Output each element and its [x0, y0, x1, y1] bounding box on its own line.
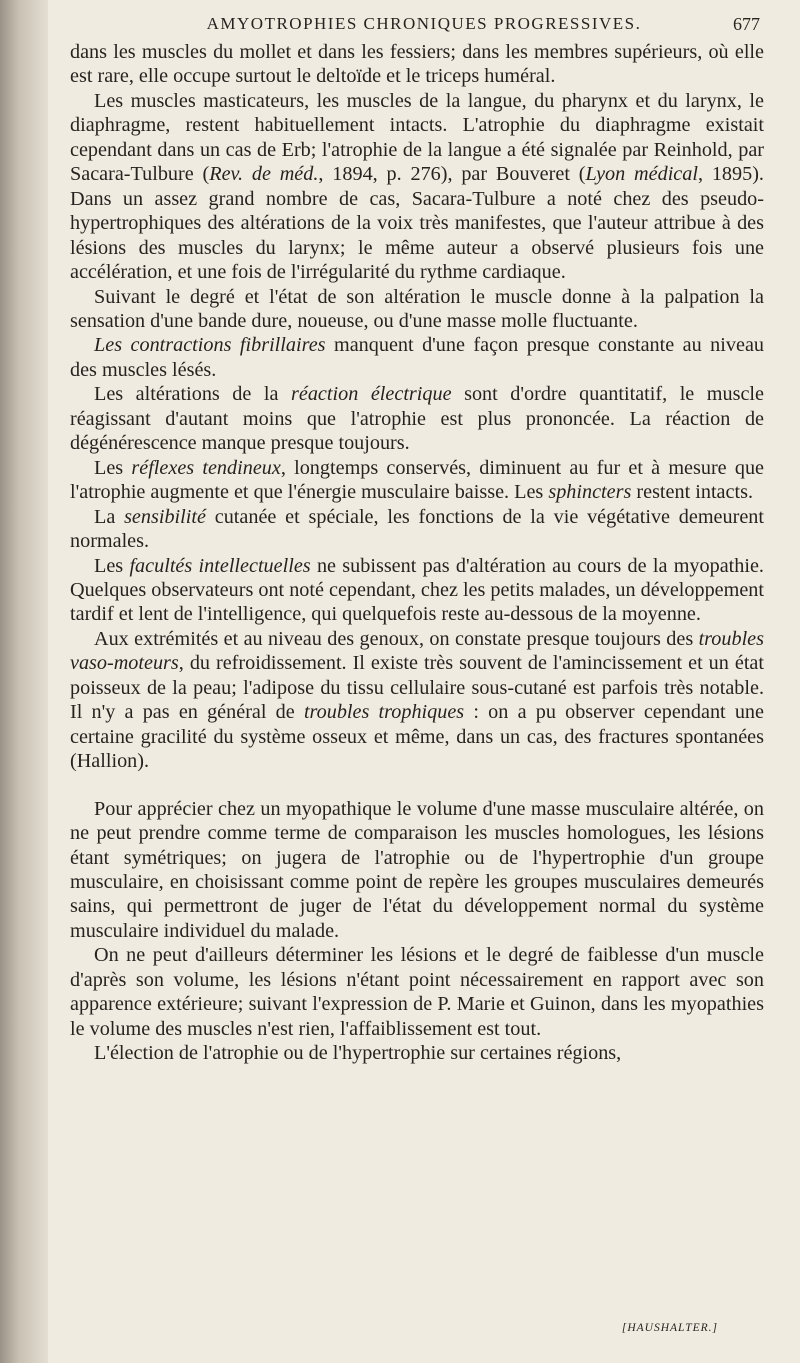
paragraph: Suivant le degré et l'état de son altération le muscle donne à la palpation la sensation d'une bande dure, noueuse, ou d'une masse molle fluctuante.	[70, 285, 764, 332]
italic-term: réflexes tendineux	[131, 456, 281, 479]
paragraph: L'élection de l'atrophie ou de l'hypertrophie sur certaines régions,	[94, 1042, 622, 1065]
paragraph: Aux extrémités et au niveau des genoux, on constate presque toujours des troubles vaso-moteurs, du refroidissement. Il existe très souvent de l'amincissement et un état poisseux de la peau; l'adipose du tissu cellulaire sous-cutané est parfois très notable. Il n'y a pas en général de troubles trophiques : on a pu observer cependant une certaine gracilité du système osseux et même, dans un cas, des fractures spontanées (Hallion).	[70, 627, 764, 773]
italic-term: Lyon médical	[585, 163, 698, 186]
running-head	[48, 10, 800, 40]
paragraph: dans les muscles du mollet et dans les fessiers; dans les membres supérieurs, où elle est rare, elle occupe surtout le deltoïde et le triceps huméral.	[70, 41, 764, 88]
running-title: AMYOTROPHIES CHRONIQUES PROGRESSIVES.	[206, 14, 642, 33]
paragraph: Les contractions fibrillaires manquent d'une façon presque constante au niveau des muscles lésés.	[70, 334, 764, 381]
italic-term: troubles vaso-moteurs	[70, 627, 764, 675]
page-number: 677	[733, 14, 760, 34]
paragraph: Les altérations de la réaction électrique sont d'ordre quantitatif, le muscle réagissant d'autant moins que l'atrophie est plus prononcée. La réaction de dégénérescence manque presque toujours.	[70, 383, 764, 455]
printer-signature: [HAUSHALTER.]	[621, 1322, 718, 1334]
page-binding-edge	[0, 0, 48, 1363]
paragraph: On ne peut d'ailleurs déterminer les lésions et le degré de faiblesse d'un muscle d'après son volume, les lésions n'étant point nécessairement en rapport avec son apparence extérieure; suivant l'expression de P. Marie et Guinon, dans les myopathies le volume des muscles n'est rien, l'affaiblissement est tout.	[70, 944, 764, 1040]
book-page	[48, 0, 800, 1363]
paragraph: La sensibilité cutanée et spéciale, les fonctions de la vie végétative demeurent normales.	[70, 505, 764, 553]
italic-term: Les contractions fibrillaires	[94, 334, 326, 357]
italic-term: réaction électrique	[291, 383, 452, 406]
italic-term: sensibilité	[124, 505, 206, 528]
section-gap	[70, 774, 764, 797]
italic-term: facultés intellectuelles	[129, 554, 311, 577]
italic-term: Rev. de méd.	[209, 163, 319, 186]
paragraph: Pour apprécier chez un myopathique le volume d'une masse musculaire altérée, on ne peut prendre comme terme de comparaison les muscles homologues, les lésions étant symétriques; on jugera de l'atrophie ou de l'hypertrophie d'un groupe musculaire, en choisissant comme point de repère les groupes musculaires demeurés sains, qui permettront de juger de l'état du développement normal du système musculaire individuel du malade.	[70, 797, 764, 942]
paragraph: Les facultés intellectuelles ne subissent pas d'altération au cours de la myopathie. Quelques observateurs ont noté cependant, chez les petits malades, un développement tardif et lent de l'intelligence, qui quelquefois reste au-dessous de la moyenne.	[70, 554, 764, 626]
paragraph: Les muscles masticateurs, les muscles de la langue, du pharynx et du larynx, le diaphragme, restent habituellement intacts. L'atrophie du diaphragme existait cependant dans un cas de Erb; l'atrophie de la langue a été signalée par Reinhold, par Sacara-Tulbure (Rev. de méd., 1894, p. 276), par Bouveret (Lyon médical, 1895). Dans un assez grand nombre de cas, Sacara-Tulbure a noté chez des pseudo-hypertrophiques des altérations de la voix très manifestes, que l'auteur attribue à des lésions des muscles du larynx; le même auteur a observé plusieurs fois une accélération, et une fois de l'irrégularité du rythme cardiaque.	[70, 89, 764, 284]
paragraph: Les réflexes tendineux, longtemps conservés, diminuent au fur et à mesure que l'atrophie augmente et que l'énergie musculaire baisse. Les sphincters restent intacts.	[70, 456, 765, 504]
italic-term: troubles trophiques	[303, 701, 465, 724]
italic-term: sphincters	[548, 481, 632, 504]
body-text	[70, 40, 764, 1066]
